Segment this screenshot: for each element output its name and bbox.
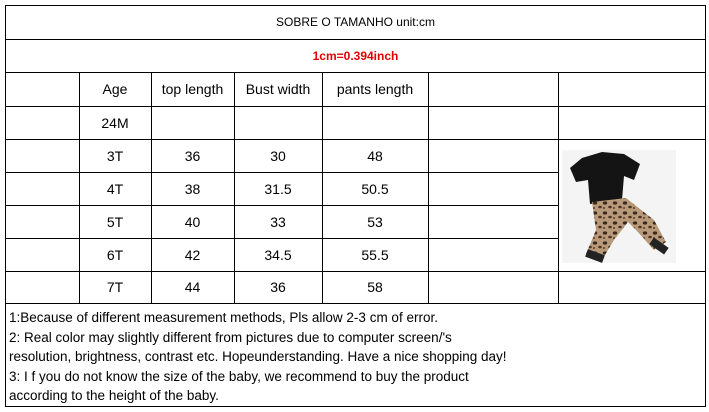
note-line: 2: Real color may slightly different from pictures due to computer screen/'s xyxy=(9,329,452,345)
note-line: according to the height of the baby. xyxy=(9,388,219,403)
table-cell-pants-length: 48 xyxy=(367,147,383,164)
header-bust-width: Bust width xyxy=(245,81,311,97)
note-line: 3: I f you do not know the size of the baby, we recommend to buy the product xyxy=(9,368,469,384)
table-cell-bust-width: 36 xyxy=(270,279,286,295)
size-chart-title: SOBRE O TAMANHO unit:cm xyxy=(276,15,435,29)
table-cell-age: 5T xyxy=(106,213,124,230)
table-cell-age: 24M xyxy=(101,114,129,131)
note-line: 1:Because of different measurement methods, Pls allow 2-3 cm of error. xyxy=(9,310,438,325)
table-cell-top-length: 42 xyxy=(184,246,201,263)
unit-conversion: 1cm=0.394inch xyxy=(312,48,399,63)
product-photo xyxy=(562,150,676,263)
notes-section xyxy=(9,308,699,406)
table-cell-top-length: 44 xyxy=(184,279,201,295)
outfit-illustration xyxy=(562,150,676,263)
table-cell-pants-length: 50.5 xyxy=(361,180,389,197)
header-pants-length: pants length xyxy=(336,81,414,97)
table-cell-age: 7T xyxy=(106,279,124,295)
table-cell-bust-width: 30 xyxy=(270,147,286,164)
table-cell-top-length: 40 xyxy=(184,213,201,230)
table-cell-age: 3T xyxy=(106,147,124,164)
table-cell-bust-width: 34.5 xyxy=(264,246,292,263)
table-cell-pants-length: 55.5 xyxy=(361,246,389,263)
table-cell-age: 6T xyxy=(106,246,124,263)
table-cell-top-length: 36 xyxy=(184,147,201,164)
header-age: Age xyxy=(102,81,128,97)
table-cell-pants-length: 58 xyxy=(367,279,383,295)
table-cell-age: 4T xyxy=(106,180,124,197)
table-cell-top-length: 38 xyxy=(184,180,201,197)
table-cell-bust-width: 33 xyxy=(270,213,286,230)
header-top-length: top length xyxy=(161,81,224,97)
table-cell-bust-width: 31.5 xyxy=(264,180,292,197)
note-line: resolution, brightness, contrast etc. Hopeunderstanding. Have a nice shopping day! xyxy=(9,349,507,364)
table-cell-pants-length: 53 xyxy=(367,213,383,230)
